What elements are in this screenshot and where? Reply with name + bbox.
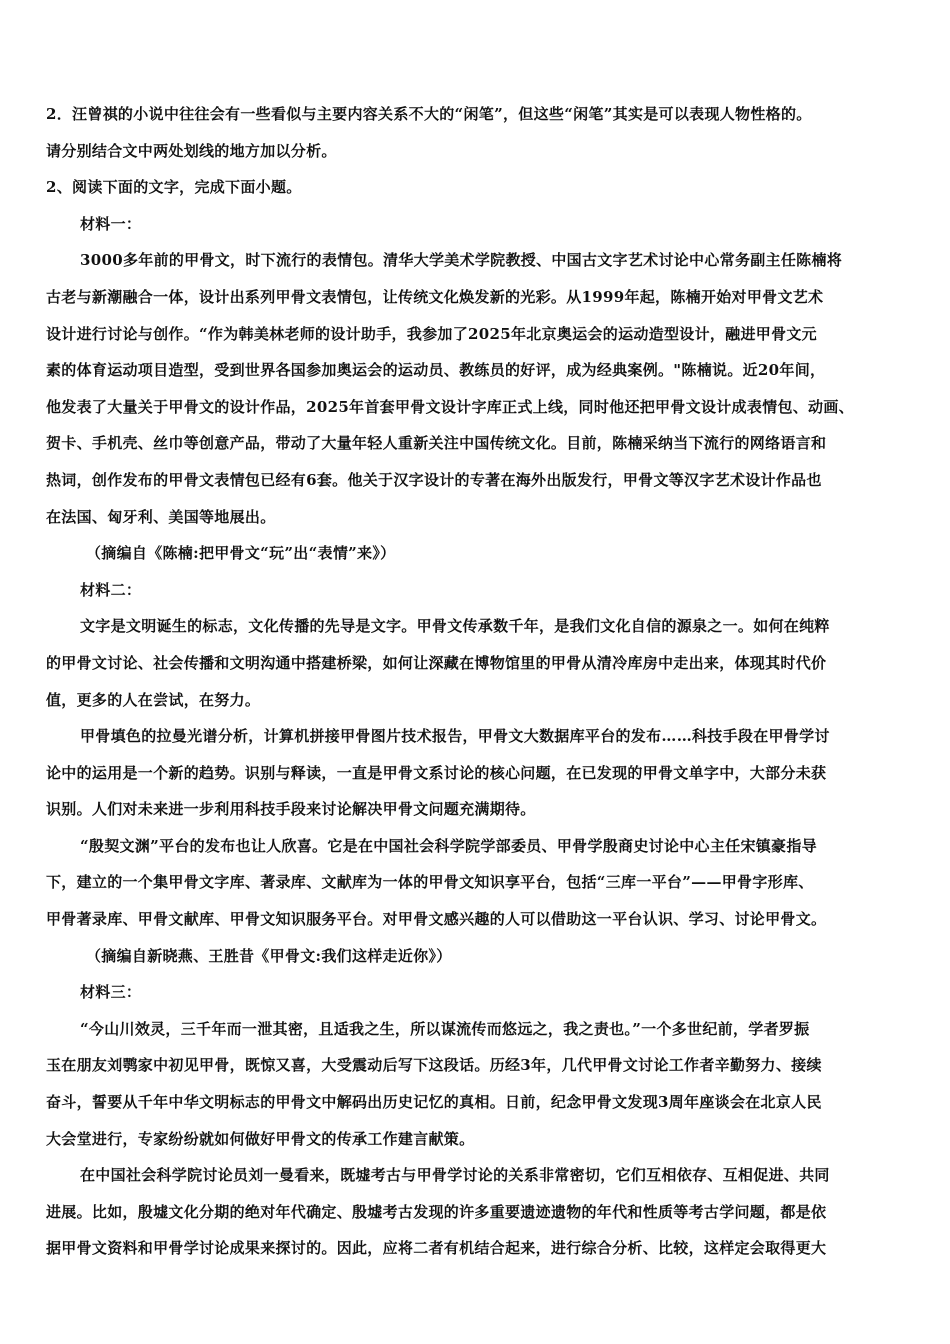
text-line: 值，更多的人在尝试，在努力。 [46, 690, 261, 709]
text-line: 3000多年前的甲骨文，时下流行的表情包。清华大学美术学院教授、中国古文字艺术讨论中心常务副主任陈楠将 [80, 251, 843, 270]
text-line: “今山川效灵，三千年而一泄其密，且适我之生，所以谋流传而悠远之，我之责也。”一个多世纪前，学者罗振 [80, 1019, 810, 1038]
text-line: 请分别结合文中两处划线的地方加以分析。 [46, 141, 337, 160]
text-line: 奋斗，誓要从千年中华文明标志的甲骨文中解码出历史记忆的真相。日前，纪念甲骨文发现3周年座谈会在北京人民 [46, 1093, 822, 1112]
text-line: 材料三： [80, 983, 142, 1002]
text-line: 据甲骨文资料和甲骨学讨论成果来探讨的。因此，应将二者有机结合起来，进行综合分析、比较，这样定会取得更大 [46, 1239, 827, 1258]
text-line: 甲骨填色的拉曼光谱分析，计算机拼接甲骨图片技术报告，甲骨文大数据库平台的发布……科技手段在甲骨学讨 [80, 727, 830, 746]
text-line: 古老与新潮融合一体，设计出系列甲骨文表情包，让传统文化焕发新的光彩。从1999年起，陈楠开始对甲骨文艺术 [46, 287, 824, 306]
text-line: （摘编自新晓燕、王胜昔《甲骨文:我们这样走近你》） [86, 946, 452, 965]
text-line: “殷契文渊”平台的发布也让人欣喜。它是在中国社会科学院学部委员、甲骨学殷商史讨论中心主任宋镇豪指导 [80, 836, 817, 855]
text-line: 玉在朋友刘鹗家中初见甲骨，既惊又喜，大受震动后写下这段话。历经3年，几代甲骨文讨论工作者辛勤努力、接续 [46, 1056, 822, 1075]
text-line: 的甲骨文讨论、社会传播和文明沟通中搭建桥梁，如何让深藏在博物馆里的甲骨从清冷库房中走出来，体现其时代价 [46, 653, 827, 672]
text-line: 甲骨著录库、甲骨文献库、甲骨文知识服务平台。对甲骨文感兴趣的人可以借助这一平台认识、学习、讨论甲骨文。 [46, 910, 827, 929]
text-line: 在法国、匈牙利、美国等地展出。 [46, 507, 276, 526]
text-line: 文字是文明诞生的标志，文化传播的先导是文字。甲骨文传承数千年，是我们文化自信的源泉之一。如何在纯粹 [80, 617, 830, 636]
text-line: 论中的运用是一个新的趋势。识别与释读，一直是甲骨文系讨论的核心问题，在已发现的甲骨文单字中，大部分未获 [46, 763, 827, 782]
text-line: 素的体育运动项目造型，受到世界各国参加奥运会的运动员、教练员的好评，成为经典案例。"陈楠说。近20年间， [46, 361, 826, 380]
text-line: 热词，创作发布的甲骨文表情包已经有6套。他关于汉字设计的专著在海外出版发行，甲骨文等汉字艺术设计作品也 [46, 470, 822, 489]
text-line: 2．汪曾祺的小说中往往会有一些看似与主要内容关系不大的“闲笔”，但这些“闲笔”其实是可以表现人物性格的。 [46, 105, 812, 123]
text-line: 2、阅读下面的文字，完成下面小题。 [46, 178, 302, 197]
document-page [46, 96, 908, 1267]
text-line: 材料一： [80, 214, 142, 233]
text-line: 在中国社会科学院讨论员刘一曼看来，既墟考古与甲骨学讨论的关系非常密切，它们互相依存、互相促进、共同 [80, 1166, 830, 1185]
text-line: 大会堂进行，专家纷纷就如何做好甲骨文的传承工作建言献策。 [46, 1129, 475, 1148]
text-line: 下，建立的一个集甲骨文字库、著录库、文献库为一体的甲骨文知识享平台，包括“三库一平台”——甲骨字形库、 [46, 873, 814, 892]
text-line: 识别。人们对未来进一步利用科技手段来讨论解决甲骨文问题充满期待。 [46, 800, 536, 819]
text-line: 进展。比如，殷墟文化分期的绝对年代确定、殷墟考古发现的许多重要遗迹遗物的年代和性质等考古学问题，都是依 [46, 1202, 827, 1221]
text-line: 材料二： [80, 580, 142, 599]
text-line: （摘编自《陈楠:把甲骨文“玩”出“表情”来》） [86, 544, 396, 563]
text-line: 设计进行讨论与创作。“作为韩美林老师的设计助手，我参加了2025年北京奥运会的运动造型设计，融进甲骨文元 [46, 324, 817, 343]
text-line: 贺卡、手机壳、丝巾等创意产品，带动了大量年轻人重新关注中国传统文化。目前，陈楠采纳当下流行的网络语言和 [46, 434, 827, 453]
text-line: 他发表了大量关于甲骨文的设计作品，2025年首套甲骨文设计字库正式上线，同时他还把甲骨文设计成表情包、动画、 [46, 397, 854, 416]
